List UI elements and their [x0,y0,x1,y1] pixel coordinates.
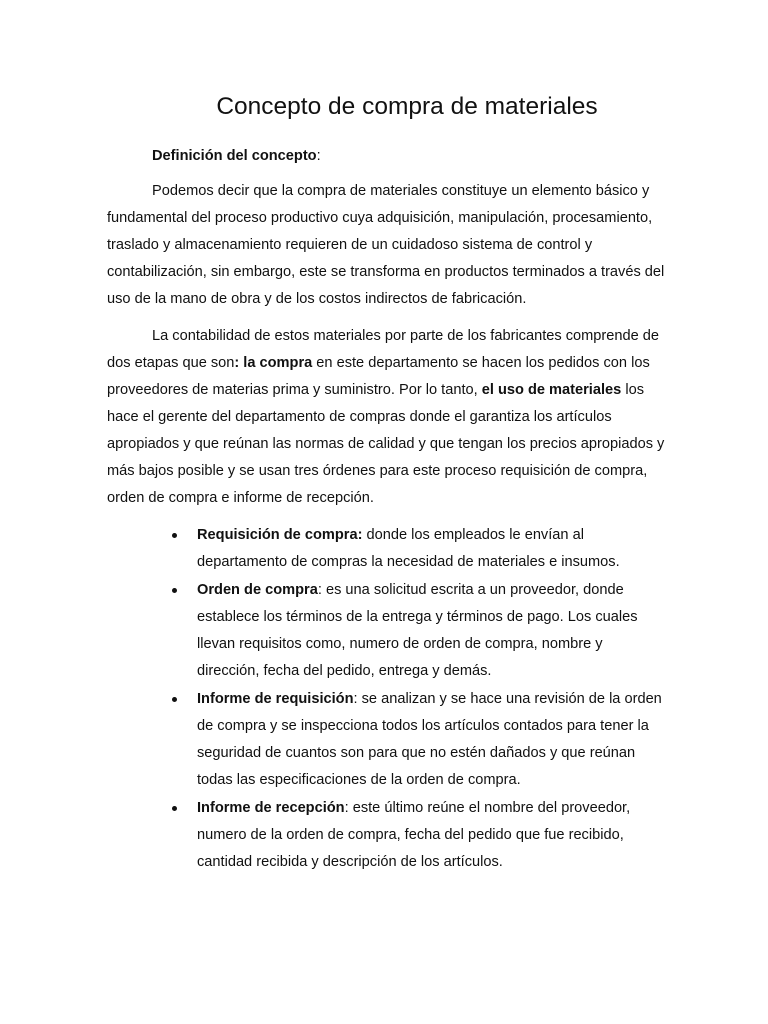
list-item [197,686,667,794]
bullet-icon [172,697,177,702]
definition-suffix: : [316,148,321,164]
list-item [197,522,667,576]
bullet-list [197,522,667,877]
definition-heading [152,143,321,169]
bullet-term: Informe de requisición [197,691,354,707]
bullet-icon [172,533,177,538]
bullet-text: : es una solicitud escrita a un proveedor, donde establece los términos de la entrega y términos de pago. Los cuales llevan requisitos como, numero de orden de compra, nombre y dirección, fecha del pedido, entrega y demás. [197,582,638,679]
bullet-text: donde los empleados le envían al departamento de compras la necesidad de materiales e insumos. [197,527,620,570]
list-item [197,577,667,685]
paragraph-two-part-three: los hace el gerente del departamento de compras donde el garantiza los artículos apropiados y que reúnan las normas de calidad y que tengan los precios apropiados y más bajos posible y se usan tres órdenes para este proceso requisición de compra, orden de compra e informe de recepción. [107,382,665,506]
bullet-term: Informe de recepción [197,800,345,816]
list-item [197,795,667,876]
paragraph-two-part-one: La contabilidad de estos materiales por parte de los fabricantes comprende de dos etapas que son [107,328,660,371]
paragraph-two-bold-two: el uso de materiales [481,382,622,398]
bullet-term: Requisición de compra: [197,527,363,543]
paragraph-two-bold-one: : la compra [234,355,313,371]
bullet-icon [172,588,177,593]
definition-label: Definición del concepto [152,148,317,164]
bullet-icon [172,806,177,811]
paragraph-two-part-two: en este departamento se hacen los pedidos con los proveedores de materias prima y suministro. Por lo tanto, [107,355,650,398]
bullet-term: Orden de compra [197,582,318,598]
bullet-text: : se analizan y se hace una revisión de la orden de compra y se inspecciona todos los artículos contados para tener la seguridad de cuantos son para que no estén dañados y que reúnan todas las especificaciones de la orden de compra. [197,691,662,788]
paragraph-two [107,323,667,512]
document-title: Concepto de compra de materiales [216,93,598,120]
paragraph-one: Podemos decir que la compra de materiales constituye un elemento básico y fundamental del proceso productivo cuya adquisición, manipulación, procesamiento, traslado y almacenamiento requieren de un cuidadoso sistema de control y contabilización, sin embargo, este se transforma en productos terminados a través del uso de la mano de obra y de los costos indirectos de fabricación. [107,183,665,307]
bullet-text: : este último reúne el nombre del proveedor, numero de la orden de compra, fecha del pedido que fue recibido, cantidad recibida y descripción de los artículos. [197,800,631,870]
